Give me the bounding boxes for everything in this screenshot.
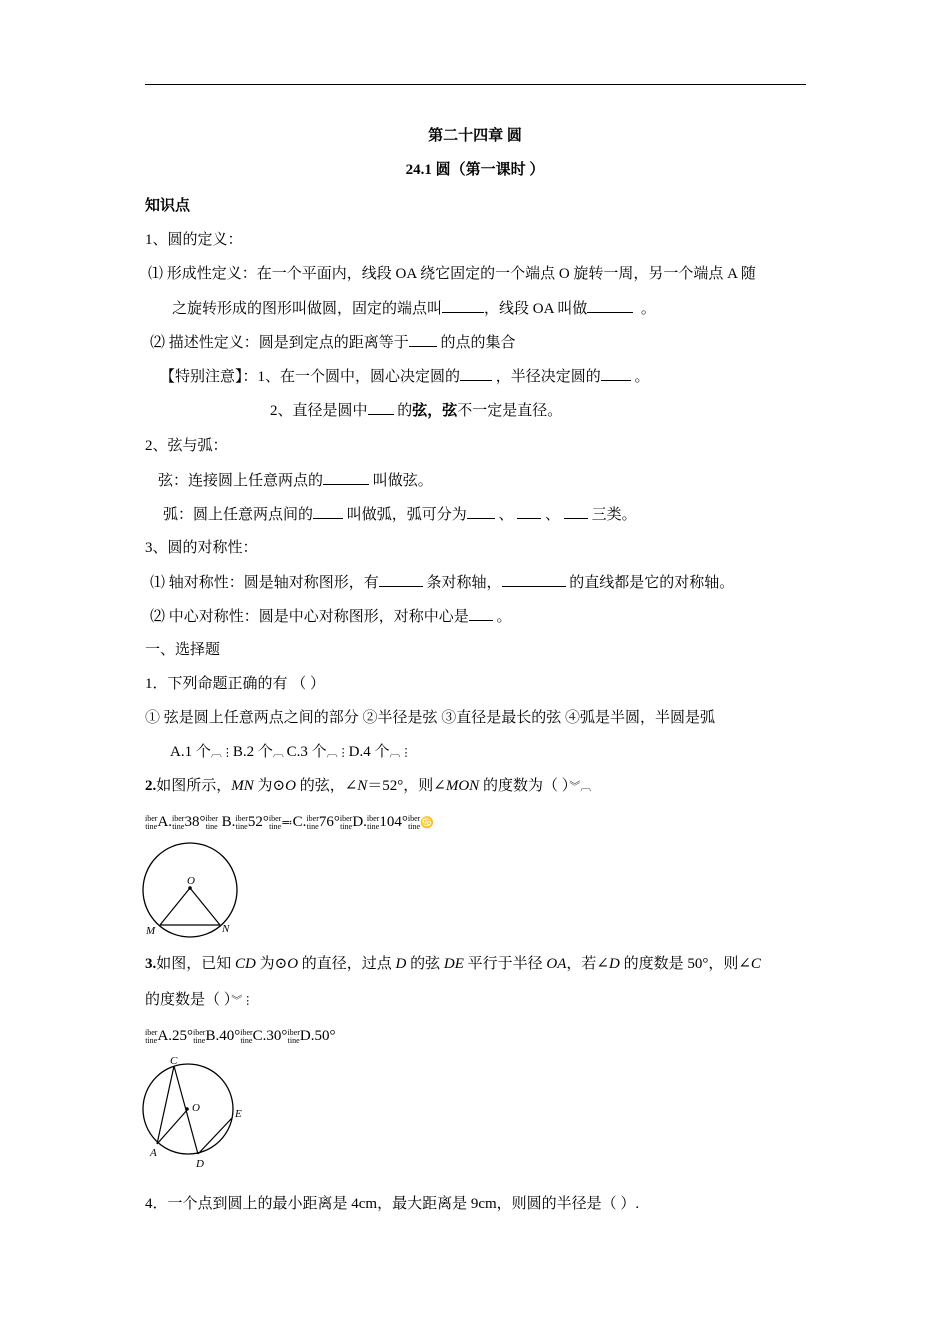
blank-distance <box>409 332 437 347</box>
blank-part <box>313 504 343 519</box>
q2-text-a: 如图所示， <box>156 778 232 794</box>
q3-var-c: C <box>750 956 761 972</box>
blank-segment <box>323 470 369 485</box>
garbled-glyph: iber tine <box>306 813 319 831</box>
k2-arc-text-b: 叫做弧，弧可分为 <box>346 507 467 523</box>
q2-number: 2. <box>145 778 157 794</box>
garbled-mark: ︾⋮ <box>231 995 254 1007</box>
q2-radius-on <box>190 888 220 925</box>
q2-text-b: 为⊙ <box>253 778 286 794</box>
q2-text-e: 的度数为（ ） <box>479 778 570 794</box>
k3-heading: 3、圆的对称性： <box>145 540 258 556</box>
k1-note1 <box>160 366 650 387</box>
garbled-glyph: iber tine <box>268 813 282 831</box>
section-choice: 一、选择题 <box>145 642 221 658</box>
chapter-title: 第二十四章 圆 <box>428 128 522 144</box>
q3-label-a: A <box>150 1147 157 1159</box>
blank-size <box>601 366 631 381</box>
k3-axis <box>150 572 734 593</box>
q1-stem: 1．下列命题正确的有 （ ） <box>145 676 326 692</box>
q1-option-d: D.4 个 <box>348 744 390 760</box>
q2-option-c-label: C. <box>292 814 307 830</box>
k1-p1-text-a: 之旋转形成的图形叫做圆，固定的端点叫 <box>172 301 443 317</box>
q3-option-c: C.30° <box>252 1028 288 1044</box>
k3-center-text-a: ⑵ 中心对称性：圆是中心对称图形，对称中心是 <box>150 609 469 625</box>
q2-var-mon: MON <box>445 778 480 794</box>
garbled-mark: ≕ <box>281 817 293 829</box>
q2-option-a-value: 38° <box>184 814 206 830</box>
garbled-glyph: iber tine <box>366 813 380 831</box>
q3-label-e: E <box>235 1108 242 1120</box>
k1-p2 <box>150 332 516 353</box>
q3-number: 3. <box>145 956 157 972</box>
k3-center <box>150 606 512 627</box>
k3-axis-text-c: 的直线都是它的对称轴。 <box>569 575 735 591</box>
q2-options <box>145 812 434 833</box>
k1-p1-text-c: 。 <box>640 301 656 317</box>
k2-arc-end: 三类。 <box>591 507 637 523</box>
k3-axis-text-b: 条对称轴， <box>426 575 502 591</box>
q1-option-c: C.3 个 <box>286 744 327 760</box>
garbled-mark: ︾︹ <box>569 781 592 793</box>
q2-label-o: O <box>187 875 195 887</box>
q2-figure <box>140 842 244 940</box>
garbled-mark: ︹ <box>272 747 287 759</box>
q3-figure <box>140 1054 250 1172</box>
q3-text-c: 的直径，过点 <box>298 956 396 972</box>
q2-var-n: N <box>357 778 368 794</box>
q3-options <box>145 1026 335 1046</box>
q3-center-dot <box>185 1107 189 1111</box>
q2-label-n: N <box>222 923 230 935</box>
q2-option-d-value: 104° <box>379 814 408 830</box>
k3-axis-text-a: ⑴ 轴对称性：圆是轴对称图形，有 <box>150 575 379 591</box>
q2-text-d: ＝52°，则∠ <box>367 778 446 794</box>
q2-option-b-label: B. <box>221 814 236 830</box>
q3-var-oa: OA <box>546 956 567 972</box>
section-title: 24.1 圆（第一课时 ） <box>405 162 545 178</box>
garbled-mark: ︹⋮ <box>389 747 412 759</box>
k3-center-text-b: 。 <box>496 609 512 625</box>
blank-radius <box>587 298 633 313</box>
blank-position <box>460 366 492 381</box>
q2-var-mn: MN <box>231 778 254 794</box>
q3-label-o: O <box>192 1102 200 1114</box>
q3-radius-oa <box>157 1109 188 1144</box>
blank-axis-line <box>502 572 566 587</box>
blank-center <box>442 298 484 313</box>
q2-stem <box>145 776 591 797</box>
q3-option-d: D.50° <box>299 1028 336 1044</box>
k1-note2-text-c: 不一定是直径。 <box>457 403 563 419</box>
k2-arc-sep-2: 、 <box>545 507 561 523</box>
garbled-glyph: iber tine <box>172 813 185 831</box>
q3-label-d: D <box>196 1158 204 1170</box>
k1-p2-text-a: ⑵ 描述性定义：圆是到定点的距离等于 <box>150 335 409 351</box>
garbled-mark: ♋ <box>420 817 434 829</box>
k1-p1-line2 <box>172 298 656 319</box>
k1-note2-text-b: 的 <box>397 403 413 419</box>
garbled-glyph: iber tine <box>240 1027 253 1045</box>
q2-option-d-label: D. <box>352 814 367 830</box>
garbled-glyph: iber tine <box>235 813 248 831</box>
q3-text-b: 为⊙ <box>255 956 288 972</box>
q3-chord-de <box>198 1118 232 1154</box>
q2-radius-om <box>160 888 190 925</box>
q1-option-b: B.2 个 <box>232 744 273 760</box>
q2-text-c: 的弦，∠ <box>295 778 358 794</box>
garbled-glyph: iber tine <box>287 1027 300 1045</box>
k2-arc-sep-1: 、 <box>498 507 514 523</box>
blank-axis-count <box>379 572 423 587</box>
q3-var-d2: D <box>609 956 620 972</box>
garbled-glyph: iber tine <box>145 1027 158 1045</box>
garbled-glyph: iber tine <box>205 813 218 831</box>
q3-line2-text: 的度数是（ ） <box>145 992 232 1008</box>
blank-arc-type-1 <box>467 504 495 519</box>
k1-note2-bold: 弦，弦 <box>412 403 458 419</box>
k1-note1-text-b: ，半径决定圆的 <box>495 369 601 385</box>
garbled-glyph: iber tine <box>193 1027 206 1045</box>
q1-option-a: A.1 个 <box>170 744 211 760</box>
blank-arc-type-2 <box>517 504 541 519</box>
k1-note1-text-a: 【特别注意】：1、在一个圆中，圆心决定圆的 <box>160 369 461 385</box>
q2-option-c-value: 76° <box>318 814 340 830</box>
q1-statements: ① 弦是圆上任意两点之间的部分 ②半径是弦 ③直径是最长的弦 ④弧是半圆，半圆是弧 <box>145 710 716 726</box>
q2-option-b-value: 52° <box>247 814 269 830</box>
q3-option-b: B.40° <box>205 1028 241 1044</box>
garbled-mark: ︹⋮ <box>210 747 233 759</box>
q3-var-de: DE <box>443 956 464 972</box>
q2-option-a-label: A. <box>157 814 173 830</box>
garbled-glyph: iber tine <box>407 813 421 831</box>
garbled-mark: ︹⋮ <box>326 747 349 759</box>
k2-arc-text-a: 弧：圆上任意两点间的 <box>163 507 314 523</box>
k2-chord-text-b: 叫做弦。 <box>372 473 433 489</box>
garbled-glyph: iber tine <box>145 813 158 831</box>
k1-note2 <box>270 400 562 421</box>
q3-var-d: D <box>395 956 407 972</box>
blank-arc-type-3 <box>564 504 588 519</box>
q3-text-e: 平行于半径 <box>463 956 547 972</box>
blank-longest <box>368 400 394 415</box>
k2-heading: 2、弦与弧： <box>145 438 228 454</box>
knowledge-heading: 知识点 <box>145 198 191 214</box>
k1-note2-text-a: 2、直径是圆中 <box>270 403 368 419</box>
q3-var-o: O <box>287 956 299 972</box>
garbled-glyph: iber tine <box>339 813 353 831</box>
k1-p2-text-b: 的点的集合 <box>440 335 516 351</box>
k2-chord <box>158 470 433 491</box>
blank-symmetry-center <box>469 606 493 621</box>
q3-text-g: 的度数是 50°，则∠ <box>619 956 751 972</box>
k2-chord-text-a: 弦：连接圆上任意两点的 <box>158 473 324 489</box>
q3-line2 <box>145 990 253 1011</box>
k1-note1-text-c: 。 <box>634 369 650 385</box>
header-rule <box>145 84 806 85</box>
k1-heading: 1、圆的定义： <box>145 232 243 248</box>
k1-p1-line1: ⑴ 形成性定义：在一个平面内，线段 OA 绕它固定的一个端点 O 旋转一周，另一个端点 A 随 <box>148 266 756 282</box>
q3-chord-ca <box>157 1066 174 1144</box>
q3-label-c: C <box>170 1055 178 1067</box>
k2-arc <box>163 504 637 525</box>
q3-stem <box>145 954 761 974</box>
q4-stem: 4．一个点到圆上的最小距离是 4cm，最大距离是 9cm，则圆的半径是（ ）. <box>145 1196 640 1212</box>
k1-p1-text-b: ，线段 OA 叫做 <box>484 301 588 317</box>
q2-var-o: O <box>285 778 296 794</box>
q1-options <box>170 742 411 763</box>
q3-text-a: 如图，已知 <box>156 956 236 972</box>
q3-var-cd: CD <box>235 956 256 972</box>
q3-option-a: A.25° <box>157 1028 194 1044</box>
q3-text-d: 的弦 <box>406 956 444 972</box>
q2-label-m: M <box>146 925 156 937</box>
q3-text-f: ，若∠ <box>566 956 609 972</box>
